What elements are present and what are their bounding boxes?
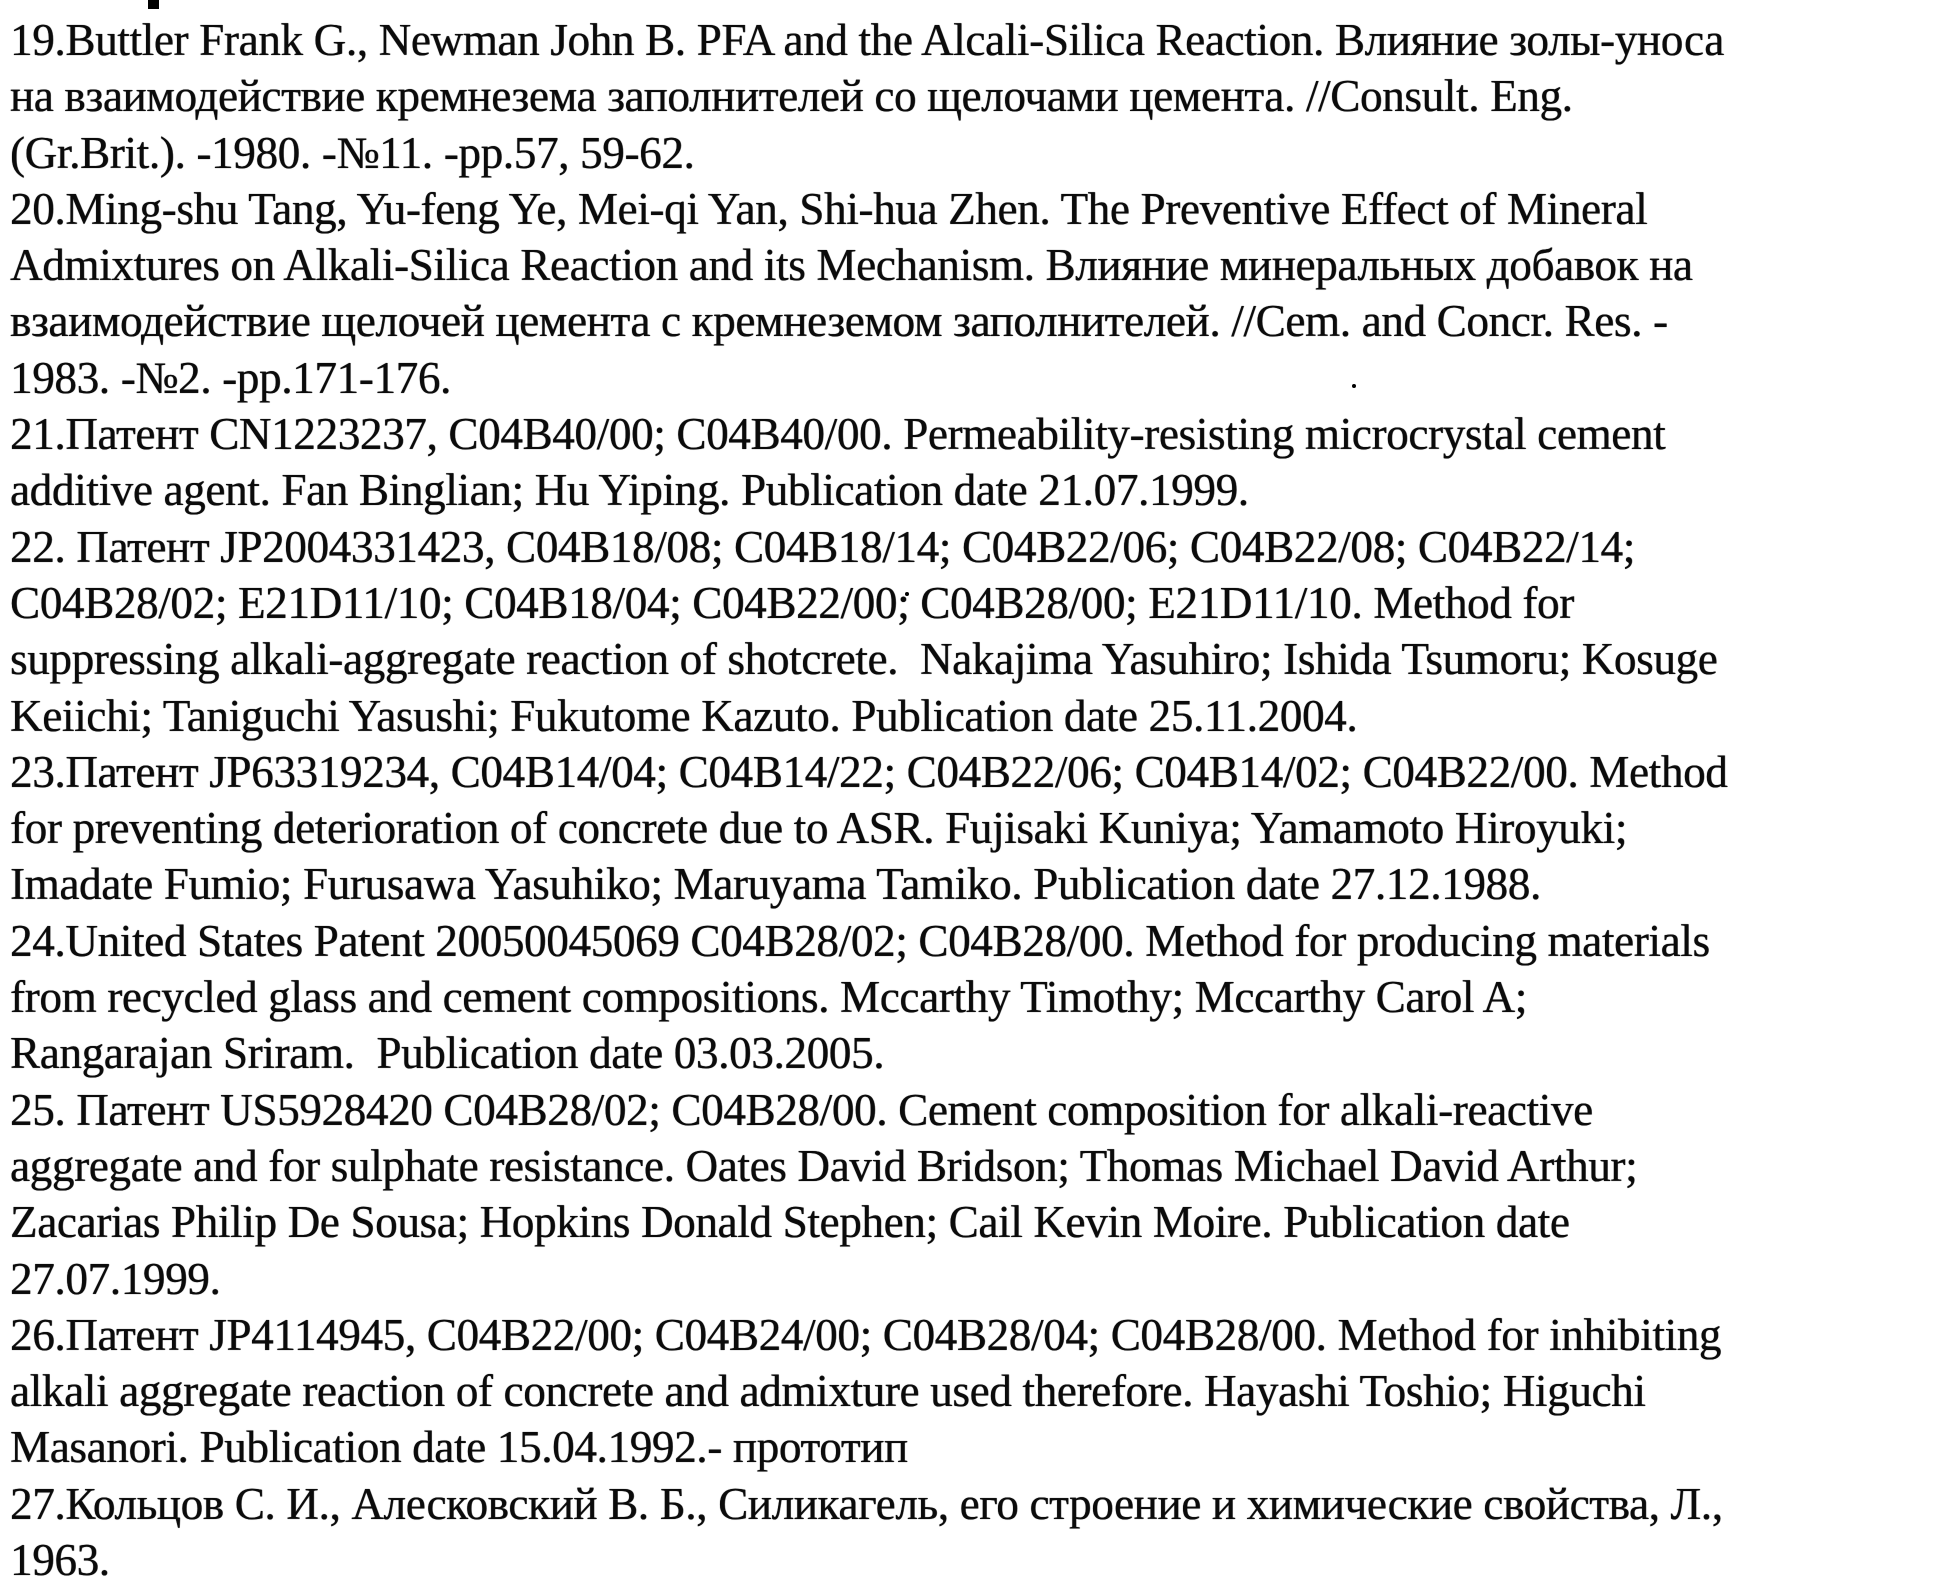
text-line: 19.Buttler Frank G., Newman John B. PFA and the Alcali-Silica Reaction. Влияние золы-уноса xyxy=(10,15,1724,65)
text-line: suppressing alkali-aggregate reaction of shotcrete. Nakajima Yasuhiro; Ishida Tsumoru; Kosuge xyxy=(10,634,1718,685)
text-line: 24.United States Patent 20050045069 C04B28/02; C04B28/00. Method for producing materials xyxy=(10,915,1710,966)
text-line: 22. Патент JP2004331423, C04B18/08; C04B18/14; C04B22/06; C04B22/08; C04B22/14; xyxy=(10,521,1635,572)
text-line: Keiichi; Taniguchi Yasushi; Fukutome Kazuto. Publication date 25.11.2004. xyxy=(10,690,1358,741)
text-line: additive agent. Fan Binglian; Hu Yiping. Publication date 21.07.1999. xyxy=(10,465,1249,516)
text-line: aggregate and for sulphate resistance. Oates David Bridson; Thomas Michael David Arthur; xyxy=(10,1140,1638,1191)
text-line: 23.Патент JP63319234, C04B14/04; C04B14/22; C04B22/06; C04B14/02; C04B22/00. Method xyxy=(10,746,1728,797)
text-line: Masanori. Publication date 15.04.1992.- прототип xyxy=(10,1422,908,1473)
text-line: 27.07.1999. xyxy=(10,1253,221,1304)
scan-artifact xyxy=(148,0,159,9)
text-line: for preventing deterioration of concrete due to ASR. Fujisaki Kuniya; Yamamoto Hiroyuki; xyxy=(10,803,1628,854)
text-line: Admixtures on Alkali-Silica Reaction and its Mechanism. Влияние минеральных добавок на xyxy=(10,240,1693,291)
text-line: 1983. -№2. -pp.171-176. xyxy=(10,352,451,403)
text-line: 26.Патент JP4114945, C04B22/00; C04B24/00; C04B28/04; C04B28/00. Method for inhibiting xyxy=(10,1309,1722,1360)
text-line: alkali aggregate reaction of concrete and admixture used therefore. Hayashi Toshio; Higuchi xyxy=(10,1366,1646,1417)
text-line: на взаимодействие кремнезема заполнителей со щелочами цемента. //Consult. Eng. xyxy=(10,71,1573,122)
text-line: 1963. xyxy=(10,1535,110,1586)
text-line: C04B28/02; E21D11/10; C04B18/04; C04B22/00; C04B28/00; E21D11/10. Method for xyxy=(10,577,1574,628)
text-line: 27.Кольцов С. И., Алесковский В. Б., Силикагель, его строение и химические свойства, Л., xyxy=(10,1478,1723,1529)
text-line: 25. Патент US5928420 C04B28/02; C04B28/00. Cement composition for alkali-reactive xyxy=(10,1084,1593,1135)
text-line: Rangarajan Sriram. Publication date 03.03.2005. xyxy=(10,1028,885,1079)
text-line: 20.Ming-shu Tang, Yu-feng Ye, Mei-qi Yan, Shi-hua Zhen. The Preventive Effect of Mineral xyxy=(10,183,1648,234)
text-line: 21.Патент CN1223237, C04B40/00; C04B40/00. Permeability-resisting microcrystal cement xyxy=(10,409,1666,460)
text-line: взаимодействие щелочей цемента с кремнеземом заполнителей. //Cem. and Concr. Res. - xyxy=(10,296,1668,347)
references-list xyxy=(10,12,1946,1588)
text-line: Zacarias Philip De Sousa; Hopkins Donald Stephen; Cail Kevin Moire. Publication date xyxy=(10,1197,1570,1248)
text-line: Imadate Fumio; Furusawa Yasuhiko; Maruyama Tamiko. Publication date 27.12.1988. xyxy=(10,859,1541,910)
text-line: from recycled glass and cement compositions. Mccarthy Timothy; Mccarthy Carol A; xyxy=(10,972,1527,1023)
text-line: (Gr.Brit.). -1980. -№11. -pp.57, 59-62. xyxy=(10,127,695,178)
